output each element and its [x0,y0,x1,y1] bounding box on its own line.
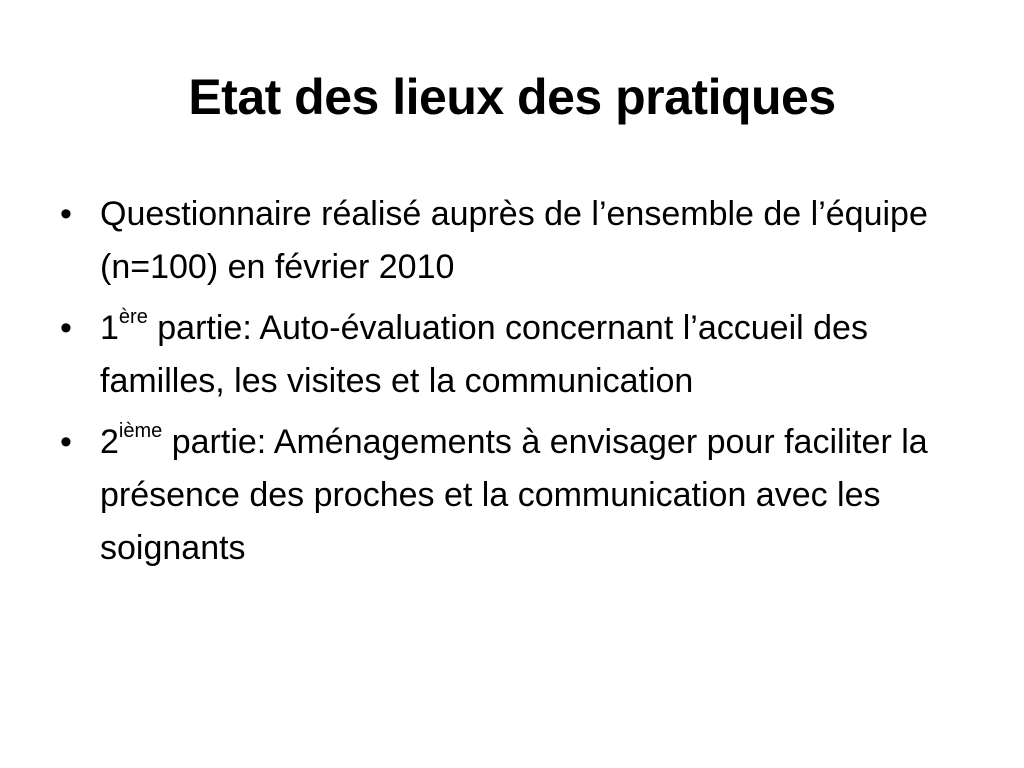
slide-title: Etat des lieux des pratiques [188,69,836,125]
bullet-lead: 2 [100,423,119,461]
bullet-body: partie: Aménagements à envisager pour faciliter la présence des proches et la communication avec les soignants [100,423,928,567]
bullet-icon: • [60,309,72,347]
bullet-text [100,195,928,286]
list-item [60,416,980,575]
bullet-superscript: ère [118,305,148,328]
list-item [60,188,980,294]
bullet-icon: • [60,195,72,233]
bullet-text [100,305,868,400]
bullet-body: Questionnaire réalisé auprès de l’ensemble de l’équipe (n=100) en février 2010 [100,195,928,286]
list-item [60,302,980,408]
bullet-lead: 1 [100,309,119,347]
bullet-list [60,188,980,583]
bullet-body: partie: Auto-évaluation concernant l’accueil des familles, les visites et la communication [100,309,868,400]
bullet-text [100,419,928,567]
bullet-superscript: ième [118,419,163,442]
bullet-icon: • [60,423,72,461]
